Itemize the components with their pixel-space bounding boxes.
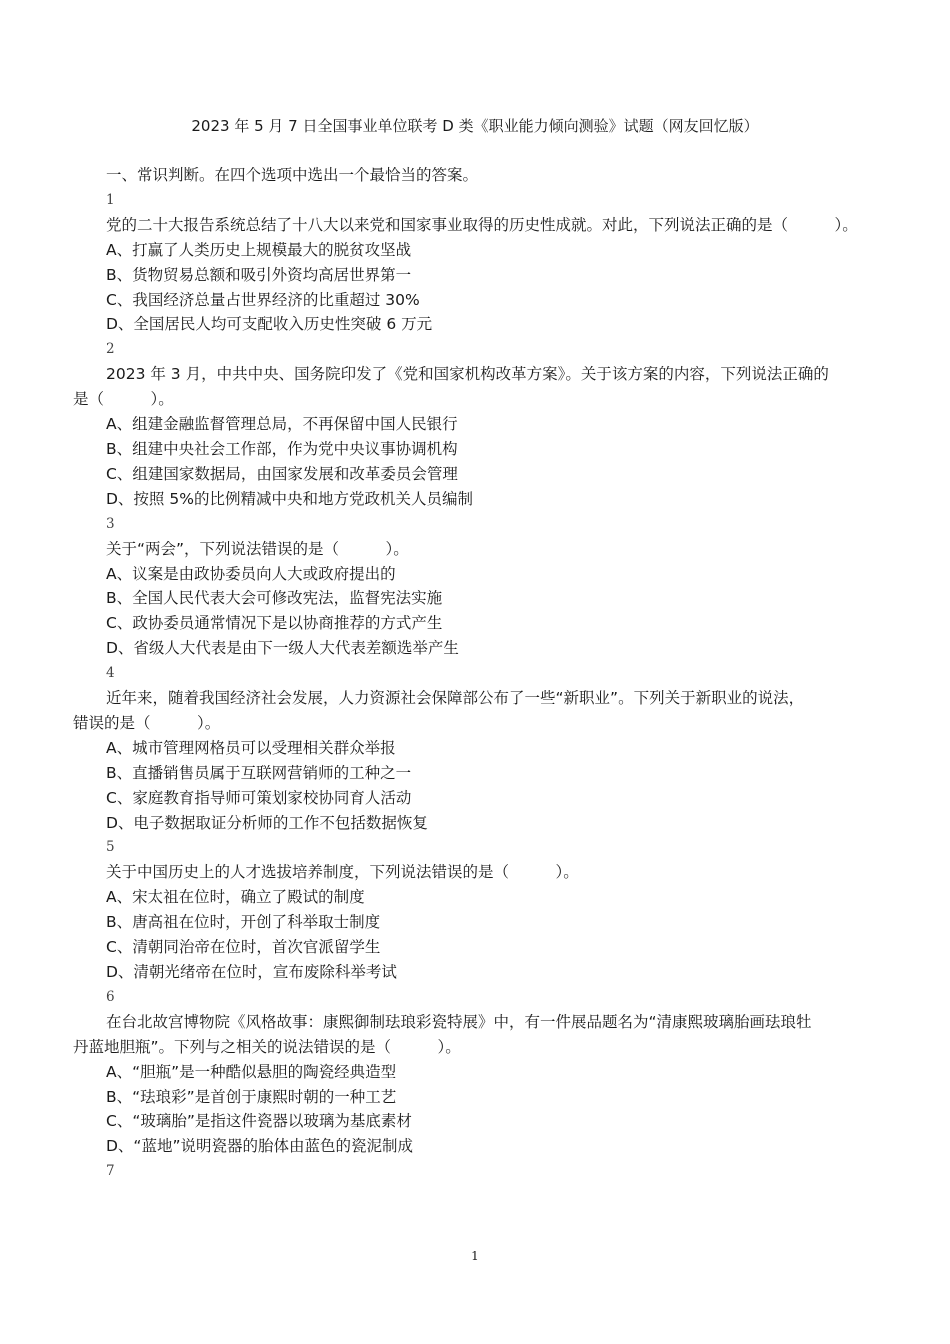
document-title: 2023 年 5 月 7 日全国事业单位联考 D 类《职业能力倾向测验》试题（网友回忆版） (191, 117, 759, 135)
answer-option: B、货物贸易总额和吸引外资均高居世界第一 (106, 265, 412, 284)
answer-option: B、组建中央社会工作部，作为党中央议事协调机构 (106, 439, 458, 458)
section-heading: 一、常识判断。在四个选项中选出一个最恰当的答案。 (106, 166, 479, 184)
answer-option: B、全国人民代表大会可修改宪法，监督宪法实施 (106, 589, 443, 608)
question-number: 3 (106, 515, 115, 532)
answer-option: B、唐高祖在位时，开创了科举取士制度 (106, 913, 381, 932)
answer-option: B、“珐琅彩”是首创于康熙时朝的一种工艺 (106, 1087, 397, 1106)
document-body (73, 163, 893, 1184)
page-number: 1 (471, 1249, 479, 1263)
answer-option: A、“胆瓶”是一种酷似悬胆的陶瓷经典造型 (106, 1062, 397, 1081)
answer-option: D、按照 5%的比例精减中央和地方党政机关人员编制 (106, 489, 473, 508)
answer-option: C、政协委员通常情况下是以协商推荐的方式产生 (106, 614, 443, 633)
question-stem: 近年来，随着我国经济社会发展，人力资源社会保障部公布了一些“新职业”。下列关于新职业的说法， (106, 689, 805, 708)
question-number: 5 (106, 839, 115, 856)
answer-option: A、组建金融监督管理总局，不再保留中国人民银行 (106, 415, 458, 434)
answer-option: A、宋太祖在位时，确立了殿试的制度 (106, 888, 365, 907)
answer-option: D、“蓝地”说明瓷器的胎体由蓝色的瓷泥制成 (106, 1137, 413, 1156)
answer-option: B、直播销售员属于互联网营销师的工种之一 (106, 763, 412, 782)
question-stem: 关于中国历史上的人才选拔培养制度，下列说法错误的是（ ）。 (106, 863, 579, 882)
answer-option: C、我国经济总量占世界经济的比重超过 30% (106, 290, 420, 309)
question-stem: 是（ ）。 (73, 390, 174, 409)
question-stem: 2023 年 3 月，中共中央、国务院印发了《党和国家机构改革方案》。关于该方案的内容，下列说法正确的 (106, 365, 829, 384)
question-number: 2 (106, 341, 115, 358)
answer-option: C、“玻璃胎”是指这件瓷器以玻璃为基底素材 (106, 1112, 412, 1131)
answer-option: A、打赢了人类历史上规模最大的脱贫攻坚战 (106, 240, 412, 259)
answer-option: D、省级人大代表是由下一级人大代表差额选举产生 (106, 639, 459, 658)
question-number: 7 (106, 1163, 115, 1180)
question-number: 1 (106, 191, 115, 208)
answer-option: D、清朝光绪帝在位时，宣布废除科举考试 (106, 963, 397, 981)
question-number: 4 (106, 665, 115, 682)
question-stem: 丹蓝地胆瓶”。下列与之相关的说法错误的是（ ）。 (73, 1037, 461, 1056)
answer-option: C、组建国家数据局，由国家发展和改革委员会管理 (106, 464, 458, 483)
answer-option: C、清朝同治帝在位时，首次官派留学生 (106, 938, 381, 957)
answer-option: D、全国居民人均可支配收入历史性突破 6 万元 (106, 315, 433, 334)
question-stem: 在台北故宫博物院《风格故事：康熙御制珐琅彩瓷特展》中，有一件展品题名为“清康熙玻璃胎画珐琅牡 (106, 1012, 812, 1031)
question-stem: 错误的是（ ）。 (73, 713, 221, 732)
question-number: 6 (106, 988, 115, 1005)
question-stem: 关于“两会”，下列说法错误的是（ ）。 (106, 539, 409, 558)
answer-option: A、城市管理网格员可以受理相关群众举报 (106, 738, 396, 757)
answer-option: D、电子数据取证分析师的工作不包括数据恢复 (106, 813, 428, 832)
question-stem: 党的二十大报告系统总结了十八大以来党和国家事业取得的历史性成就。对此，下列说法正确的是（ ）。 (106, 215, 858, 234)
answer-option: C、家庭教育指导师可策划家校协同育人活动 (106, 788, 412, 807)
answer-option: A、议案是由政协委员向人大或政府提出的 (106, 564, 396, 583)
